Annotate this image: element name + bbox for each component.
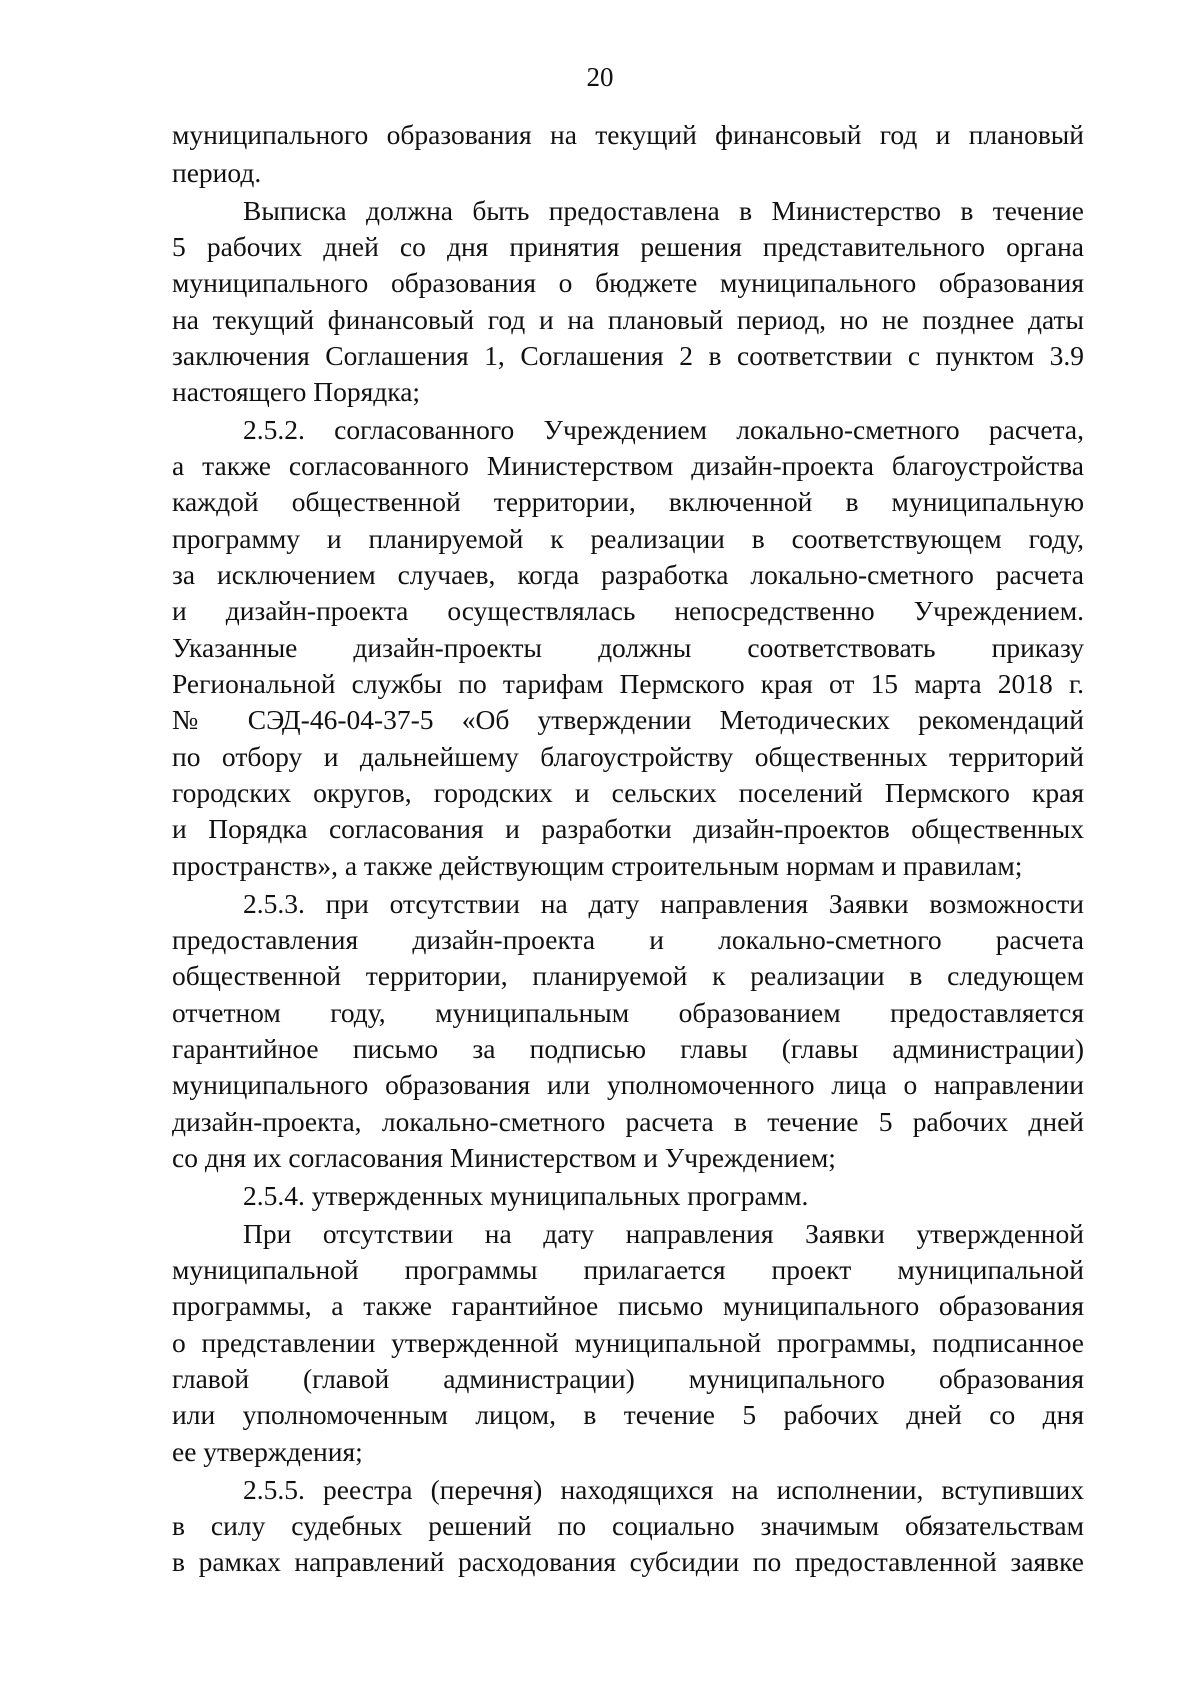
text-line: программу и планируемой к реализации в соответствующем году, (172, 523, 1084, 554)
text-line: со дня их согласования Министерством и Учреждением; (172, 1142, 836, 1173)
text-line: муниципального образования о бюджете муниципального образования (172, 267, 1084, 298)
text-line: 5 рабочих дней со дня принятия решения представительного органа (172, 231, 1084, 262)
text-line: заключения Соглашения 1, Соглашения 2 в соответствии с пунктом 3.9 (172, 340, 1084, 371)
text-line: дизайн-проекта, локально-сметного расчета в течение 5 рабочих дней (172, 1106, 1084, 1137)
text-line: Региональной службы по тарифам Пермского края от 15 марта 2018 г. (172, 668, 1084, 699)
text-line: муниципальной программы прилагается проект муниципальной (172, 1254, 1084, 1285)
text-line: главой (главой администрации) муниципального образования (172, 1363, 1084, 1394)
text-line: общественной территории, планируемой к реализации в следующем (172, 960, 1084, 991)
page-number: 20 (586, 62, 614, 92)
text-line: пространств», а также действующим строительным нормам и правилам; (172, 850, 1023, 881)
text-line: отчетном году, муниципальным образованием предоставляется (172, 997, 1084, 1028)
text-line: предоставления дизайн-проекта и локально-сметного расчета (172, 924, 1084, 955)
text-line: При отсутствии на дату направления Заявки утвержденной (243, 1218, 1084, 1249)
text-line: муниципального образования или уполномоченного лица о направлении (172, 1069, 1084, 1100)
text-line: муниципального образования на текущий финансовый год и плановый (172, 119, 1084, 150)
text-line: Выписка должна быть предоставлена в Министерство в течение (243, 195, 1084, 226)
text-line: программы, а также гарантийное письмо муниципального образования (172, 1290, 1084, 1321)
text-line: по отбору и дальнейшему благоустройству общественных территорий (172, 741, 1084, 772)
text-line: городских округов, городских и сельских поселений Пермского края (172, 777, 1084, 808)
text-line: 2.5.3. при отсутствии на дату направления Заявки возможности (243, 888, 1084, 919)
text-line: 2.5.2. согласованного Учреждением локально-сметного расчета, (243, 414, 1084, 445)
text-line: период. (172, 157, 262, 188)
text-line: № СЭД-46-04-37-5 «Об утверждении Методических рекомендаций (172, 704, 1084, 735)
text-line: или уполномоченным лицом, в течение 5 рабочих дней со дня (172, 1399, 1084, 1430)
text-line: о представлении утвержденной муниципальной программы, подписанное (172, 1327, 1084, 1358)
text-line: 2.5.4. утвержденных муниципальных программ. (243, 1180, 809, 1211)
text-line: настоящего Порядка; (172, 376, 421, 407)
text-line: и Порядка согласования и разработки дизайн-проектов общественных (172, 813, 1084, 844)
text-line: за исключением случаев, когда разработка локально-сметного расчета (172, 559, 1084, 590)
text-line: ее утверждения; (172, 1436, 363, 1467)
text-line: и дизайн-проекта осуществлялась непосредственно Учреждением. (172, 595, 1084, 626)
text-line: гарантийное письмо за подписью главы (главы администрации) (172, 1033, 1084, 1064)
text-line: в силу судебных решений по социально значимым обязательствам (172, 1510, 1084, 1541)
text-line: на текущий финансовый год и на плановый период, но не позднее даты (172, 304, 1084, 335)
text-line: а также согласованного Министерством дизайн-проекта благоустройства (172, 450, 1084, 481)
text-line: Указанные дизайн-проекты должны соответствовать приказу (172, 632, 1084, 663)
text-line: 2.5.5. реестра (перечня) находящихся на исполнении, вступивших (243, 1474, 1084, 1505)
text-line: каждой общественной территории, включенной в муниципальную (172, 486, 1084, 517)
text-line: в рамках направлений расходования субсидии по предоставленной заявке (172, 1546, 1084, 1577)
